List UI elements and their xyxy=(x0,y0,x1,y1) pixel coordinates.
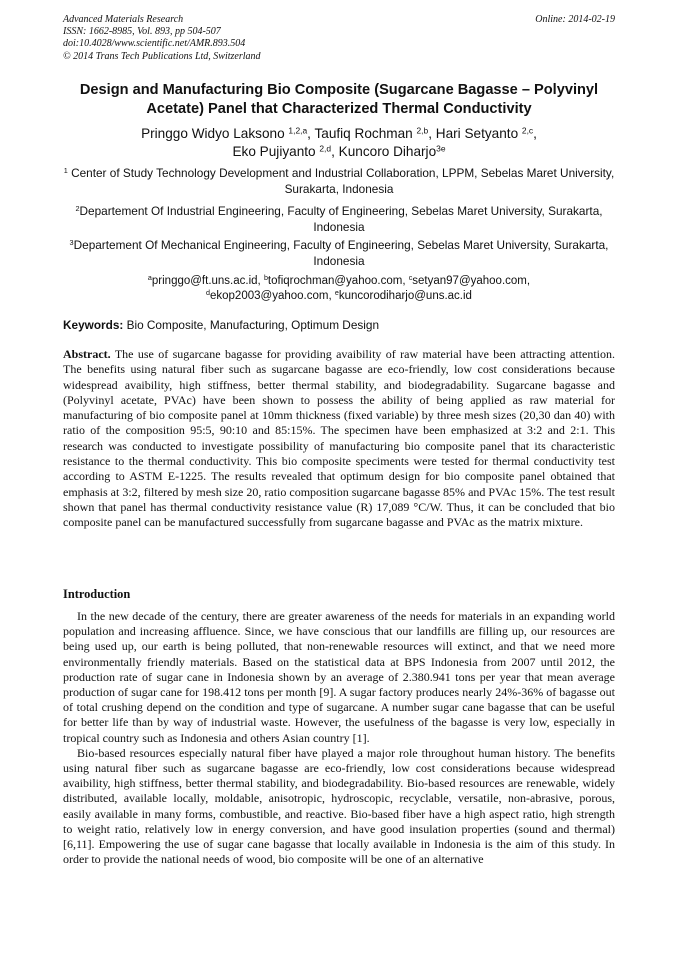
author: Kuncoro Diharjo$^{3e}$ xyxy=(338,142,446,159)
doi-line: doi:10.4028/www.scientific.net/AMR.893.504 xyxy=(63,38,246,50)
abstract xyxy=(63,347,615,531)
issn-line: ISSN: 1662-8985, Vol. 893, pp 504-507 xyxy=(63,26,221,38)
keywords-text: Bio Composite, Manufacturing, Optimum Design xyxy=(123,318,380,332)
author: Hari Setyanto $^{2,c}$, xyxy=(435,125,537,141)
online-date: Online: 2014-02-19 xyxy=(535,14,615,25)
paper-title: Design and Manufacturing Bio Composite (Sugarcane Bagasse – Polyvinyl Acetate) Panel that Characterized Thermal Conductivity xyxy=(79,82,599,117)
email: $^a$pringgo@ft.uns.ac.id, xyxy=(147,274,264,287)
author: Eko Pujiyanto $^{2,d}$, xyxy=(232,142,339,159)
running-header xyxy=(63,14,615,63)
email: $^c$setyan97@yahoo.com, xyxy=(408,274,531,287)
keywords-label: Keywords: xyxy=(63,318,124,332)
email: $^e$kuncorodiharjo@uns.ac.id xyxy=(334,289,472,303)
email-list xyxy=(63,274,615,304)
paragraph: Bio-based resources especially natural fiber have played a major role throughout human history. The benefits using natural fiber such as sugarcane bagasse are eco-friendly, low cost considerations because widespread avaibility, high stiffness, better thermal stability, and biodegradability. Bio-based resources are renewable, widely distributed, available locally, moldable, anisotropic, hydroscopic, recyclable, versatile, non-abrasive, porous, easily available in many forms, combustible, and reactive. Bio-based fiber have a high aspect ratio, high strength to weight ratio, relatively low in energy conversion, and have good insulation properties (sound and thermal) [6,11]. Empowering the use of sugar cane bagasse that locally available in Indonesia is the aim of this study. In order to provide the national needs of wood, bio composite will be one of an alternative xyxy=(63,745,615,867)
copyright-line: © 2014 Trans Tech Publications Ltd, Switzerland xyxy=(63,50,261,62)
section-heading-introduction: Introduction xyxy=(63,587,131,601)
journal-name: Advanced Materials Research xyxy=(63,14,184,25)
email: $^d$ekop2003@yahoo.com, xyxy=(206,289,335,303)
author: Taufiq Rochman $^{2,b}$, xyxy=(314,125,436,141)
abstract-text: The use of sugarcane bagasse for providing avaibility of raw material have been attracting attention. The benefits using natural fiber such as sugarcane bagasse are eco-friendly, low cost considerations because widespread avaibility, high stiffness, better thermal stability, and biodegradability. Sugarcane bagasse and (Polyvinyl acetate, PVAc) have been shown to possess the ability of being applied as raw material for manufacturing of bio composite panel at 10mm thickness (fixed variable) by three mesh sizes (20,30 dan 40) with ratio of the composition 95:5, 90:10 and 85:15%. The specimen have been emphasized at 3:2 and 2:1. This research was conducted to investigate possibility of manufacturing bio composite panel that its characteristic resistance to the thermal conductivity. This bio composite speciments were tested for thermal conductivity test according to ASTM E-1225. The results revealed that optimum design for bio composite panel obtained that emphasis at 3:2, filtered by mesh size 20, ratio composition sugarcane bagasse 85% and PVAc 15%. The test result shown that panel has thermal conductivity resistance value (R) 17,089 °C/W. Thus, it can be concluded that bio composite panel can be manufactured successfully from sugarcane bagasse and PVAc as the matrix mixture. xyxy=(63,347,615,530)
affiliation-3: $^3$Departement Of Mechanical Engineering, Faculty of Engineering, Sebelas Maret University, Surakarta, Indonesia xyxy=(69,237,609,268)
author: Pringgo Widyo Laksono $^{1,2,a}$, xyxy=(141,125,315,141)
affiliation-2: $^2$Departement Of Industrial Engineering, Faculty of Engineering, Sebelas Maret University, Surakarta, Indonesia xyxy=(75,203,603,234)
email: $^b$tofiqrochman@yahoo.com, xyxy=(263,274,409,287)
affiliation-1: $^1$ Center of Study Technology Development and Industrial Collaboration, LPPM, Sebelas Maret University, Surakarta, Indonesia xyxy=(63,165,615,196)
paragraph: In the new decade of the century, there are greater awareness of the needs for materials in an expanding world population and increasing affluence. Since, we have conscious that our landfills are filling up, our resources are being used up, our earth is being polluted, that non-renewable resources will extinct, and that we need more environmentally friendly materials. Based on the statistical data at BPS Indonesia from 2007 until 2012, the production rate of sugar cane in Indonesia shown by an average of 2.380.941 tons per year that mean average production of sugar cane for 198.412 tons per month [9]. A sugar factory produces nearly 24%-36% of bagasse out of total crushing depend on the condition and type of sugarcane. A number sugar cane bagasse that can be useful for better life than by way of industrial waste. However, the usefulness of the bagasse is very low, especially in tropical country such as Indonesia and others Asian country [1]. xyxy=(63,609,615,745)
keywords xyxy=(63,318,615,332)
introduction-body xyxy=(63,609,615,867)
abstract-label: Abstract. xyxy=(63,347,111,361)
author-list xyxy=(63,125,615,160)
